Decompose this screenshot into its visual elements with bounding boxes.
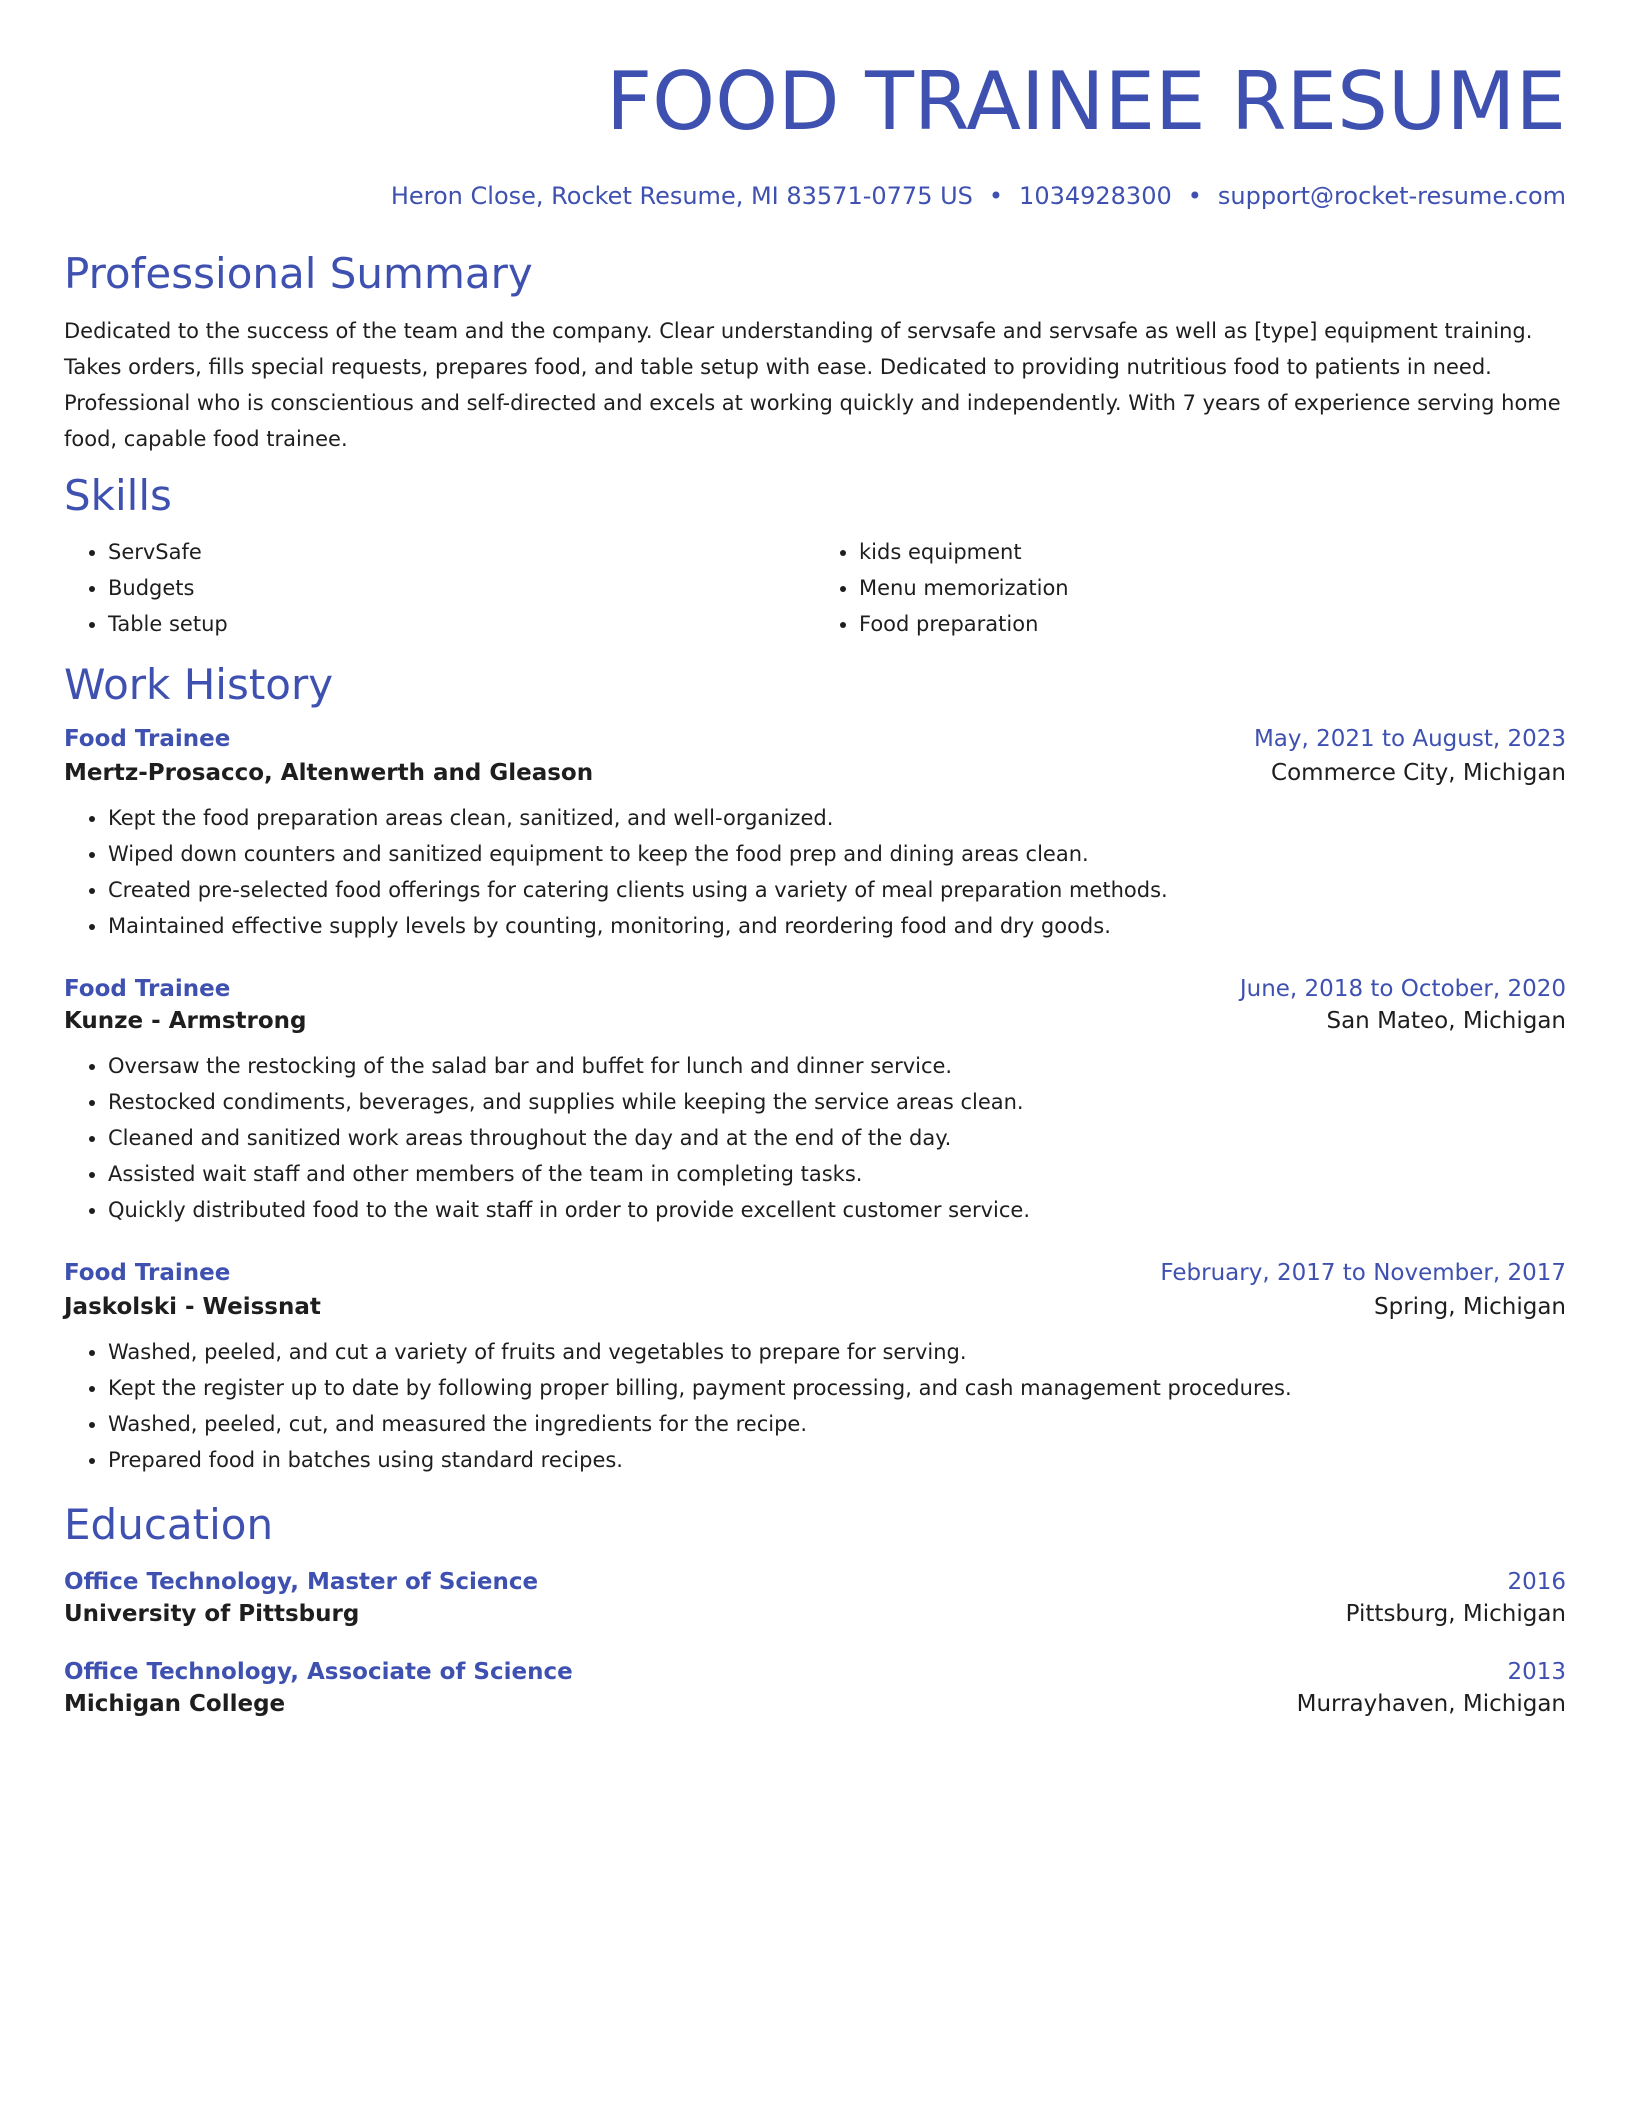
job-title-row — [64, 726, 1566, 752]
education-degree-row — [64, 1659, 1566, 1685]
duty-item: • Prepared food in batches using standard recipes. — [108, 1442, 1566, 1478]
education-year: 2013 — [1507, 1658, 1566, 1685]
skills-column-left — [64, 534, 815, 642]
job-dates: May, 2021 to August, 2023 — [1253, 726, 1566, 753]
duty-item: • Cleaned and sanitized work areas throughout the day and at the end of the day. — [108, 1120, 1566, 1156]
summary-heading: Professional Summary — [64, 249, 533, 298]
resume-title: FOOD TRAINEE RESUME — [606, 55, 1566, 148]
education-entry — [64, 1569, 1566, 1627]
skills-column-right — [815, 534, 1566, 642]
education-school-row — [64, 1691, 1566, 1717]
skill-item: • Budgets — [108, 570, 815, 606]
duty-item: • Maintained effective supply levels by counting, monitoring, and reordering food and dry goods. — [108, 908, 1566, 944]
job-entry — [64, 1260, 1566, 1478]
job-company: Jaskolski - Weissnat — [64, 1294, 321, 1321]
job-dates: June, 2018 to October, 2020 — [1239, 976, 1566, 1003]
job-title-row — [64, 976, 1566, 1002]
job-entry — [64, 726, 1566, 944]
skills-list — [64, 534, 1566, 642]
separator-dot: • — [988, 182, 1004, 210]
duty-item: • Kept the register up to date by following proper billing, payment processing, and cash management procedures. — [108, 1370, 1566, 1406]
skill-item: • kids equipment — [859, 534, 1566, 570]
duty-item: • Restocked condiments, beverages, and supplies while keeping the service areas clean. — [108, 1084, 1566, 1120]
contact-email[interactable]: support@rocket-resume.com — [1217, 182, 1566, 210]
education-school: University of Pittsburg — [64, 1600, 360, 1627]
job-company: Kunze - Armstrong — [64, 1008, 307, 1035]
summary-text: Dedicated to the success of the team and the company. Clear understanding of servsafe and servsafe as well as [type] equipment training. Takes orders, fills special requests, prepares food, and table setup with ease. Dedicated to providing nutritious food to patients in need. Professional who is conscientious and self-directed and excels at working quickly and independently. With 7 years of experience serving home food, capable food trainee. — [64, 319, 1561, 452]
duty-item: • Quickly distributed food to the wait staff in order to provide excellent customer service. — [108, 1192, 1566, 1228]
contact-address: Heron Close, Rocket Resume, MI 83571-0775 US — [390, 182, 973, 210]
job-entry — [64, 976, 1566, 1228]
education-school-row — [64, 1601, 1566, 1627]
resume-page — [64, 0, 1566, 1717]
job-company-row — [64, 1294, 1566, 1320]
job-location: Spring, Michigan — [1374, 1294, 1566, 1321]
job-title: Food Trainee — [64, 726, 231, 753]
duty-item: • Created pre-selected food offerings for catering clients using a variety of meal preparation methods. — [108, 872, 1566, 908]
job-company-row — [64, 1008, 1566, 1034]
skill-item: • ServSafe — [108, 534, 815, 570]
job-title: Food Trainee — [64, 976, 231, 1003]
duty-item: • Washed, peeled, and cut a variety of fruits and vegetables to prepare for serving. — [108, 1334, 1566, 1370]
skills-heading: Skills — [64, 471, 172, 521]
education-year: 2016 — [1507, 1568, 1566, 1595]
duty-item: • Kept the food preparation areas clean, sanitized, and well-organized. — [108, 800, 1566, 836]
job-company: Mertz-Prosacco, Altenwerth and Gleason — [64, 760, 594, 787]
duty-item: • Oversaw the restocking of the salad bar and buffet for lunch and dinner service. — [108, 1048, 1566, 1084]
education-degree-row — [64, 1569, 1566, 1595]
job-duties — [64, 1048, 1566, 1228]
skill-item: • Table setup — [108, 606, 815, 642]
contact-line — [64, 182, 1566, 210]
education-degree: Office Technology, Master of Science — [64, 1568, 539, 1595]
work-history-heading: Work History — [64, 659, 334, 709]
education-school: Michigan College — [64, 1690, 286, 1717]
duty-item: • Washed, peeled, cut, and measured the ingredients for the recipe. — [108, 1406, 1566, 1442]
skill-item: • Food preparation — [859, 606, 1566, 642]
job-duties — [64, 1334, 1566, 1478]
job-location: Commerce City, Michigan — [1271, 760, 1566, 787]
education-degree: Office Technology, Associate of Science — [64, 1658, 573, 1685]
education-heading: Education — [64, 1500, 274, 1550]
separator-dot: • — [1187, 182, 1202, 210]
education-entry — [64, 1659, 1566, 1717]
contact-phone[interactable]: 1034928300 — [1019, 182, 1172, 210]
job-company-row — [64, 760, 1566, 786]
job-location: San Mateo, Michigan — [1326, 1008, 1566, 1035]
job-title-row — [64, 1260, 1566, 1286]
skill-item: • Menu memorization — [859, 570, 1566, 606]
duty-item: • Assisted wait staff and other members of the team in completing tasks. — [108, 1156, 1566, 1192]
education-location: Pittsburg, Michigan — [1345, 1600, 1566, 1627]
job-duties — [64, 800, 1566, 944]
job-dates: February, 2017 to November, 2017 — [1160, 1260, 1566, 1287]
education-location: Murrayhaven, Michigan — [1296, 1690, 1566, 1717]
job-title: Food Trainee — [64, 1260, 231, 1287]
duty-item: • Wiped down counters and sanitized equipment to keep the food prep and dining areas clean. — [108, 836, 1566, 872]
